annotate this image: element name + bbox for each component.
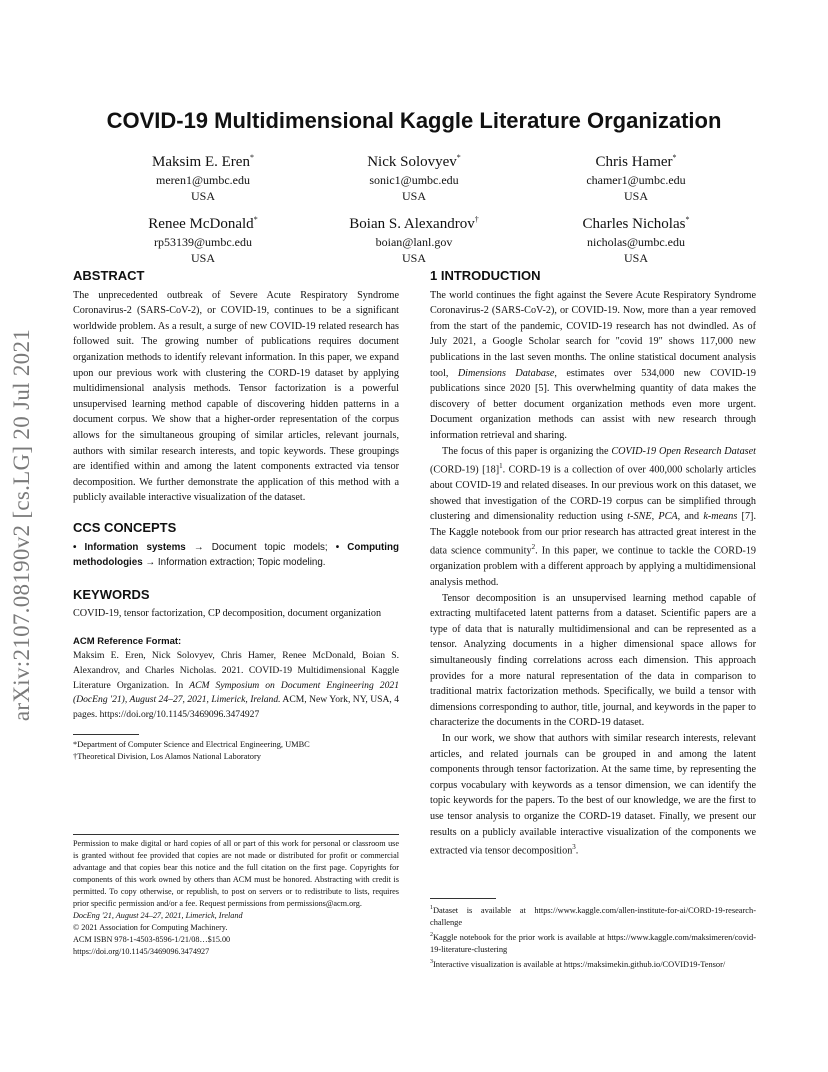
right-column bbox=[430, 268, 756, 859]
author-country: USA bbox=[623, 251, 648, 265]
paper-title: COVID-19 Multidimensional Kaggle Literature Organization bbox=[106, 108, 722, 133]
author-name: Charles Nicholas bbox=[582, 216, 686, 232]
affiliation-2: †Theoretical Division, Los Alamos National Laboratory bbox=[73, 752, 261, 762]
author-email: rp53139@umbc.edu bbox=[153, 235, 253, 249]
author-email: chamer1@umbc.edu bbox=[586, 173, 686, 187]
abstract-text: The unprecedented outbreak of Severe Acute Respiratory Syndrome Coronavirus-2 (SARS-CoV-2), or COVID-19, continues to be a significant worldwide problem. As a result, a surge of new COVID-19 related research has followed suit. The growing number of publications requires document organization methods to identify relevant information. In this paper, we expand upon our previous work with clustering the CORD-19 dataset by applying multidimensional analysis methods. Tensor factorization is a powerful unsupervised learning method capable of discovering hidden patterns in a document corpus. We show that a higher-order representation of the corpus allows for the simultaneous grouping of similar articles, relevant journals, authors with similar research interests, and topic keywords. These groupings are identified within and among the latent components extracted via tensor decomposition. We further demonstrate the application of this method with a publicly available interactive visualization of the dataset. bbox=[73, 289, 399, 504]
author-name: Boian S. Alexandrov bbox=[349, 216, 475, 232]
permission-rule bbox=[73, 834, 399, 835]
permission-block bbox=[73, 838, 399, 958]
right-footnote-rule bbox=[430, 898, 496, 899]
intro-heading: 1 INTRODUCTION bbox=[430, 268, 541, 283]
author-name: Renee McDonald bbox=[148, 216, 254, 232]
author-name: Nick Solovyev bbox=[367, 154, 457, 170]
permission-text: Permission to make digital or hard copies of all or part of this work for personal or classroom use is granted without fee provided that copies are not made or distributed for profit or commercial advantage and that copies bear this notice and the full citation on the first page. Copyrights for components of this work owned by others than ACM must be honored. Abstracting with credit is permitted. To copy otherwise, or republish, to post on servers or to redistribute to lists, requires prior specific permission and/or a fee. Request permissions from permissions@acm.org. bbox=[73, 839, 399, 908]
ccs-concepts: • Information systems → Document topic models; • Computing methodologies → Information extraction; Topic modeling. bbox=[73, 541, 399, 569]
permission-venue: DocEng '21, August 24–27, 2021, Limerick, Ireland bbox=[73, 911, 243, 920]
author-5: Boian S. Alexandrov† boian@lanl.gov USA bbox=[299, 210, 529, 266]
abstract-heading: ABSTRACT bbox=[73, 268, 145, 283]
author-email: sonic1@umbc.edu bbox=[369, 173, 459, 187]
permission-doi: https://doi.org/10.1145/3469096.3474927 bbox=[73, 947, 210, 956]
author-1: Maksim E. Eren* meren1@umbc.edu USA bbox=[88, 148, 318, 204]
intro-paragraph-2: The focus of this paper is organizing the COVID-19 Open Research Dataset (CORD-19) $[18]^1$. CORD-19 is a collection of over 400,000 scholarly articles about COVID-19 and related diseases. In our previous work on this dataset, we showed that investigation of the CORD-19 corpus can be simplified through clustering and dimensionality reduction using t-SNE, PCA, and k-means [7]. The Kaggle notebook from our prior research has attracted great interest in the data science community$^2$. In this paper, we continue to tackle the CORD-19 organization problem with a different approach by applying a multidimensional analysis method. bbox=[430, 445, 757, 589]
author-name: Maksim E. Eren bbox=[152, 154, 250, 170]
author-6: Charles Nicholas* nicholas@umbc.edu USA bbox=[521, 210, 751, 266]
footnote-rule bbox=[73, 734, 139, 735]
author-email: boian@lanl.gov bbox=[375, 235, 453, 249]
arxiv-stamp: arXiv:2107.08190v2 [cs.LG] 20 Jul 2021 bbox=[9, 328, 34, 722]
permission-copyright: © 2021 Association for Computing Machinery. bbox=[73, 923, 228, 932]
keywords-text: COVID-19, tensor factorization, CP decomposition, document organization bbox=[73, 608, 382, 620]
author-country: USA bbox=[623, 189, 648, 203]
author-email: nicholas@umbc.edu bbox=[586, 235, 686, 249]
author-country: USA bbox=[190, 251, 215, 265]
right-footnotes bbox=[430, 902, 756, 970]
acm-ref-heading: ACM Reference Format: bbox=[73, 635, 182, 647]
author-name: Chris Hamer bbox=[595, 154, 673, 170]
author-country: USA bbox=[190, 189, 215, 203]
affiliation-1: *Department of Computer Science and Electrical Engineering, UMBC bbox=[73, 740, 310, 750]
acm-reference: Maksim E. Eren, Nick Solovyev, Chris Hamer, Renee McDonald, Boian S. Alexandrov, and Charles Nicholas. 2021. COVID-19 Multidimensional Kaggle Literature Organization. In ACM Symposium on Document Engineering 2021 (DocEng '21), August 24–27, 2021, Limerick, Ireland. ACM, New York, NY, USA, 4 pages. https://doi.org/10.1145/3469096.3474927 bbox=[73, 650, 399, 720]
footnote-2: $^2$Kaggle notebook for the prior work is available at https://www.kaggle.com/maksimeren/covid-19-literature-clustering bbox=[430, 931, 756, 954]
keywords-heading: KEYWORDS bbox=[73, 586, 150, 602]
author-email: meren1@umbc.edu bbox=[155, 173, 251, 187]
ccs-heading: CCS CONCEPTS bbox=[73, 519, 177, 535]
author-country: USA bbox=[401, 189, 426, 203]
permission-isbn: ACM ISBN 978-1-4503-8596-1/21/08…$15.00 bbox=[73, 935, 231, 944]
author-country: USA bbox=[401, 251, 426, 265]
author-4: Renee McDonald* rp53139@umbc.edu USA bbox=[88, 210, 318, 266]
intro-paragraph-3: Tensor decomposition is an unsupervised learning method capable of extracting multifaceted latent patterns from a dataset. Scientific papers are a type of data that is naturally multidimensional and can be represented as a tensor. Analyzing documents in a higher dimensional space allows for simultaneously finding correlations across each dimension. This approach provides for a more natural representation of the data in comparison to traditional matrix factorization methods. Specifically, we build a tensor with dimensions corresponding to author, title, journal, and keywords in the paper to characterize the documents in the CORD-19 dataset. bbox=[430, 592, 756, 729]
author-3: Chris Hamer* chamer1@umbc.edu USA bbox=[521, 148, 751, 204]
left-column bbox=[73, 268, 399, 763]
footnote-1: $^1$Dataset is available at https://www.kaggle.com/allen-institute-for-ai/CORD-19-research-challenge bbox=[430, 905, 756, 927]
intro-paragraph-1: The world continues the fight against the Severe Acute Respiratory Syndrome Coronavirus-2 (SARS-CoV-2), or COVID-19. Now, more than a year removed from the start of the pandemic, COVID-19 research has not dwindled. As of July 2021, a Google Scholar search for "covid 19" shows 117,000 new publications in the last seven months. The online statistical document analysis tool, Dimensions Database, estimates over 534,000 new COVID-19 publications since 2020 [5]. This overwhelming quantity of data makes the discovery of better document organization methods even more urgent. Document organization methods can assist with new research through information retrieval and sharing. bbox=[430, 289, 756, 441]
intro-paragraph-4: In our work, we show that authors with similar research interests, relevant articles, and related journals can be grouped in and among the latent components through tensor factorization. At the same time, by representing the corpus vocabulary with keywords as a tensor dimension, we can identify the topic keywords for the papers. To the best of our knowledge, we are the first to use tensor analysis to organize the CORD-19 dataset. Finally, we present our results on a publicly available interactive visualization of the components we extracted via tensor decomposition$^3$. bbox=[430, 733, 756, 857]
footnote-3: $^3$Interactive visualization is available at https://maksimekin.github.io/COVID19-Tensor/ bbox=[430, 958, 726, 969]
author-2: Nick Solovyev* sonic1@umbc.edu USA bbox=[299, 148, 529, 204]
